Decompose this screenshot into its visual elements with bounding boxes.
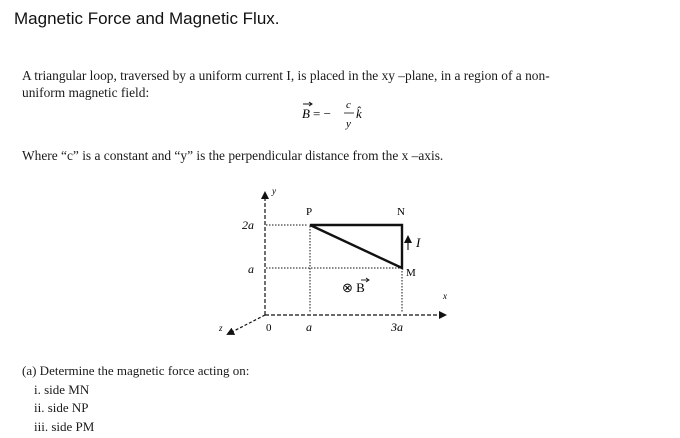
- z-axis: [228, 315, 265, 334]
- loop-figure: [215, 185, 475, 335]
- problem-intro-line1: A triangular loop, traversed by a uniform current I, is placed in the xy –plane, in a region of a non-: [22, 68, 550, 83]
- origin-label: 0: [266, 322, 272, 334]
- question-item-pm: iii. side PM: [34, 418, 95, 434]
- x-axis-label: x: [443, 291, 447, 301]
- formula-equals: = −: [313, 106, 331, 121]
- z-axis-label: z: [219, 323, 223, 333]
- problem-intro-line2: uniform magnetic field:: [22, 85, 150, 100]
- question-block: [22, 362, 249, 436]
- y-tick-a: a: [248, 262, 254, 276]
- y-tick-2a: 2a: [242, 218, 254, 232]
- point-n-label: N: [397, 206, 405, 218]
- formula-unit-vector: k̂: [356, 106, 362, 121]
- field-formula: [300, 96, 420, 136]
- page-title: Magnetic Force and Magnetic Flux.: [14, 9, 280, 28]
- formula-denominator: y: [346, 118, 351, 130]
- triangular-loop: [310, 225, 402, 268]
- x-tick-a: a: [306, 320, 312, 334]
- point-p-label: P: [306, 206, 313, 218]
- magnetic-field-label: ⊗ B: [342, 280, 365, 295]
- current-label: I: [416, 235, 421, 250]
- question-heading: (a) Determine the magnetic force acting on:: [22, 363, 250, 378]
- y-axis-label: y: [272, 186, 276, 196]
- question-item-mn: i. side MN: [34, 381, 90, 397]
- question-item-np: ii. side NP: [34, 400, 89, 415]
- where-statement: Where “c” is a constant and “y” is the perpendicular distance from the x –axis.: [22, 148, 444, 163]
- point-m-label: M: [406, 267, 416, 279]
- formula-lhs: B: [302, 106, 310, 121]
- x-tick-3a: 3a: [391, 320, 403, 334]
- formula-numerator: c: [346, 99, 351, 111]
